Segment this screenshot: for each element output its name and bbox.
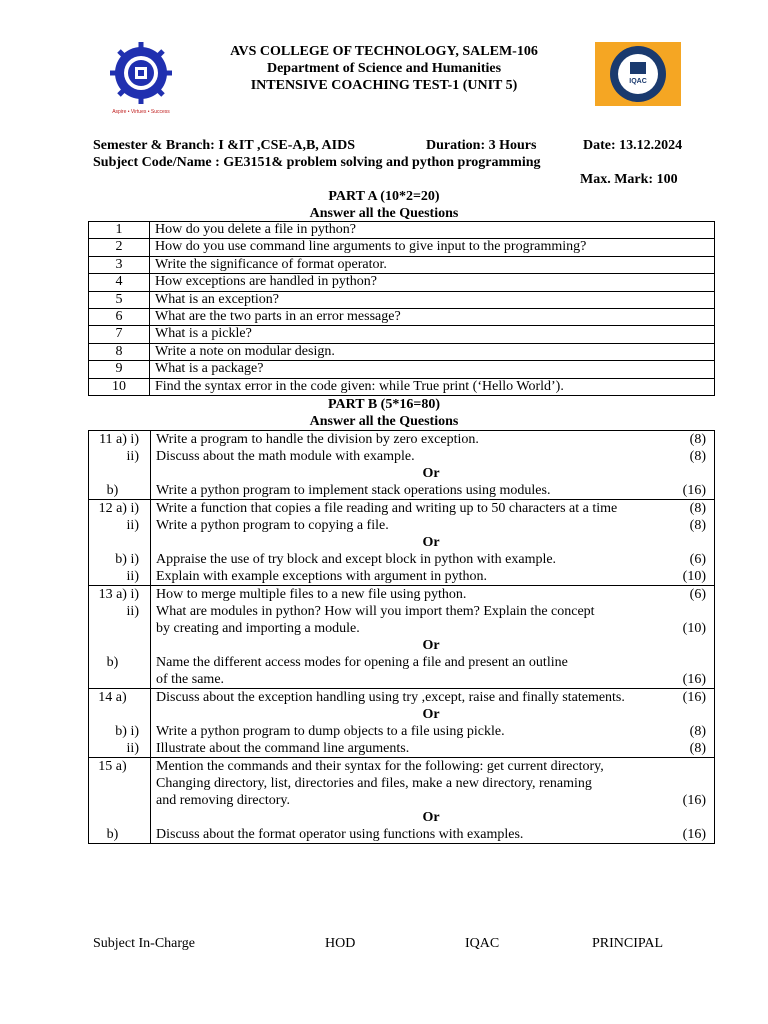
table-row <box>89 326 715 343</box>
question-text: What are the two parts in an error message? <box>150 308 715 325</box>
mark: (8) <box>689 724 706 739</box>
question-label: 15 a) b) <box>89 758 151 844</box>
table-row <box>89 343 715 360</box>
table-row <box>89 361 715 378</box>
logo-motto: Aspire • Virtues • Success <box>112 109 170 115</box>
table-row <box>89 689 715 758</box>
mark: (16) <box>682 827 706 842</box>
or-label: Or <box>422 638 440 653</box>
subject-code-name: Subject Code/Name : GE3151& problem solving and python programming <box>93 155 541 170</box>
question-text: Mention the commands and their syntax for the following: get current directory, Changing directory, list, directories and files, make a new directory, renaming and removing directory. (16) Or Discuss about the format operator using functions with examples. (16) <box>151 758 715 844</box>
question-text: Write a note on modular design. <box>150 343 715 360</box>
question-number: 5 <box>89 291 150 308</box>
mark: (16) <box>682 690 706 705</box>
signature-principal: PRINCIPAL <box>592 936 664 951</box>
mark: (8) <box>689 449 706 464</box>
table-row <box>89 239 715 256</box>
test-title: INTENSIVE COACHING TEST-1 (UNIT 5) <box>250 78 518 93</box>
mark: (6) <box>689 587 706 602</box>
question-number: 7 <box>89 326 150 343</box>
signature-subject-in-charge: Subject In-Charge <box>93 936 195 951</box>
department-name: Department of Science and Humanities <box>266 61 502 76</box>
mark: (8) <box>689 432 706 447</box>
iqac-logo-text: IQAC <box>629 78 647 85</box>
table-row <box>89 378 715 395</box>
semester-branch: Semester & Branch: I &IT ,CSE-A,B, AIDS <box>93 138 355 153</box>
question-number: 6 <box>89 308 150 325</box>
question-number: 1 <box>89 222 150 239</box>
table-row <box>89 308 715 325</box>
part-b-title: PART B (5*16=80) <box>328 397 440 412</box>
question-number: 10 <box>89 378 150 395</box>
duration: Duration: 3 Hours <box>426 138 537 153</box>
question-number: 8 <box>89 343 150 360</box>
table-row <box>89 500 715 586</box>
question-label: 11 a) i) ii) b) <box>89 431 151 500</box>
exam-date: Date: 13.12.2024 <box>583 138 683 153</box>
question-text: What is a package? <box>150 361 715 378</box>
table-row <box>89 431 715 500</box>
question-number: 3 <box>89 256 150 273</box>
or-label: Or <box>422 810 440 825</box>
question-text: Write a program to handle the division by zero exception. (8) Discuss about the math module with example. (8) Or Write a python program to implement stack operations using modules. (16) <box>151 431 715 500</box>
question-text: How do you use command line arguments to give input to the programming? <box>150 239 715 256</box>
table-row <box>89 758 715 844</box>
or-label: Or <box>422 466 440 481</box>
mark: (8) <box>689 501 706 516</box>
question-number: 2 <box>89 239 150 256</box>
question-text: How to merge multiple files to a new file using python. (6) What are modules in python? How will you import them? Explain the concept by creating and importing a module. (10) Or Name the different access modes for opening a file and present an outline of the same. (16) <box>151 586 715 689</box>
question-text: What is an exception? <box>150 291 715 308</box>
question-label: 13 a) i) ii) b) <box>89 586 151 689</box>
part-b-table <box>88 430 715 844</box>
mark: (10) <box>682 621 706 636</box>
or-label: Or <box>422 535 440 550</box>
part-a-table <box>88 221 715 396</box>
table-row <box>89 274 715 291</box>
or-label: Or <box>422 707 440 722</box>
mark: (10) <box>682 569 706 584</box>
table-row <box>89 291 715 308</box>
table-row <box>89 586 715 689</box>
max-mark: Max. Mark: 100 <box>580 172 678 187</box>
mark: (16) <box>682 793 706 808</box>
mark: (6) <box>689 552 706 567</box>
question-text: Find the syntax error in the code given: while True print (‘Hello World’). <box>150 378 715 395</box>
table-row <box>89 256 715 273</box>
question-text: What is a pickle? <box>150 326 715 343</box>
part-a-subtitle: Answer all the Questions <box>309 206 459 221</box>
mark: (8) <box>689 741 706 756</box>
question-number: 4 <box>89 274 150 291</box>
part-a-title: PART A (10*2=20) <box>328 189 440 204</box>
mark: (8) <box>689 518 706 533</box>
question-label: 14 a) b) i) ii) <box>89 689 151 758</box>
question-text: Discuss about the exception handling using try ,except, raise and finally statements. (16) Or Write a python program to dump objects to a file using pickle. (8) Illustrate about the command line arguments. (8) <box>151 689 715 758</box>
question-text: Write the significance of format operator. <box>150 256 715 273</box>
question-number: 9 <box>89 361 150 378</box>
mark: (16) <box>682 672 706 687</box>
college-name: AVS COLLEGE OF TECHNOLOGY, SALEM-106 <box>230 44 538 59</box>
question-text: How do you delete a file in python? <box>150 222 715 239</box>
question-text: How exceptions are handled in python? <box>150 274 715 291</box>
mark: (16) <box>682 483 706 498</box>
part-b-subtitle: Answer all the Questions <box>309 414 459 429</box>
signature-iqac: IQAC <box>465 936 500 951</box>
signature-hod: HOD <box>325 936 356 951</box>
question-label: 12 a) i) ii) b) i) ii) <box>89 500 151 586</box>
question-text: Write a function that copies a file reading and writing up to 50 characters at a time (8) Write a python program to copying a file. (8) Or Appraise the use of try block and except block in python with example. (6) Explain with example exceptions with argument in python. (10) <box>151 500 715 586</box>
table-row <box>89 222 715 239</box>
